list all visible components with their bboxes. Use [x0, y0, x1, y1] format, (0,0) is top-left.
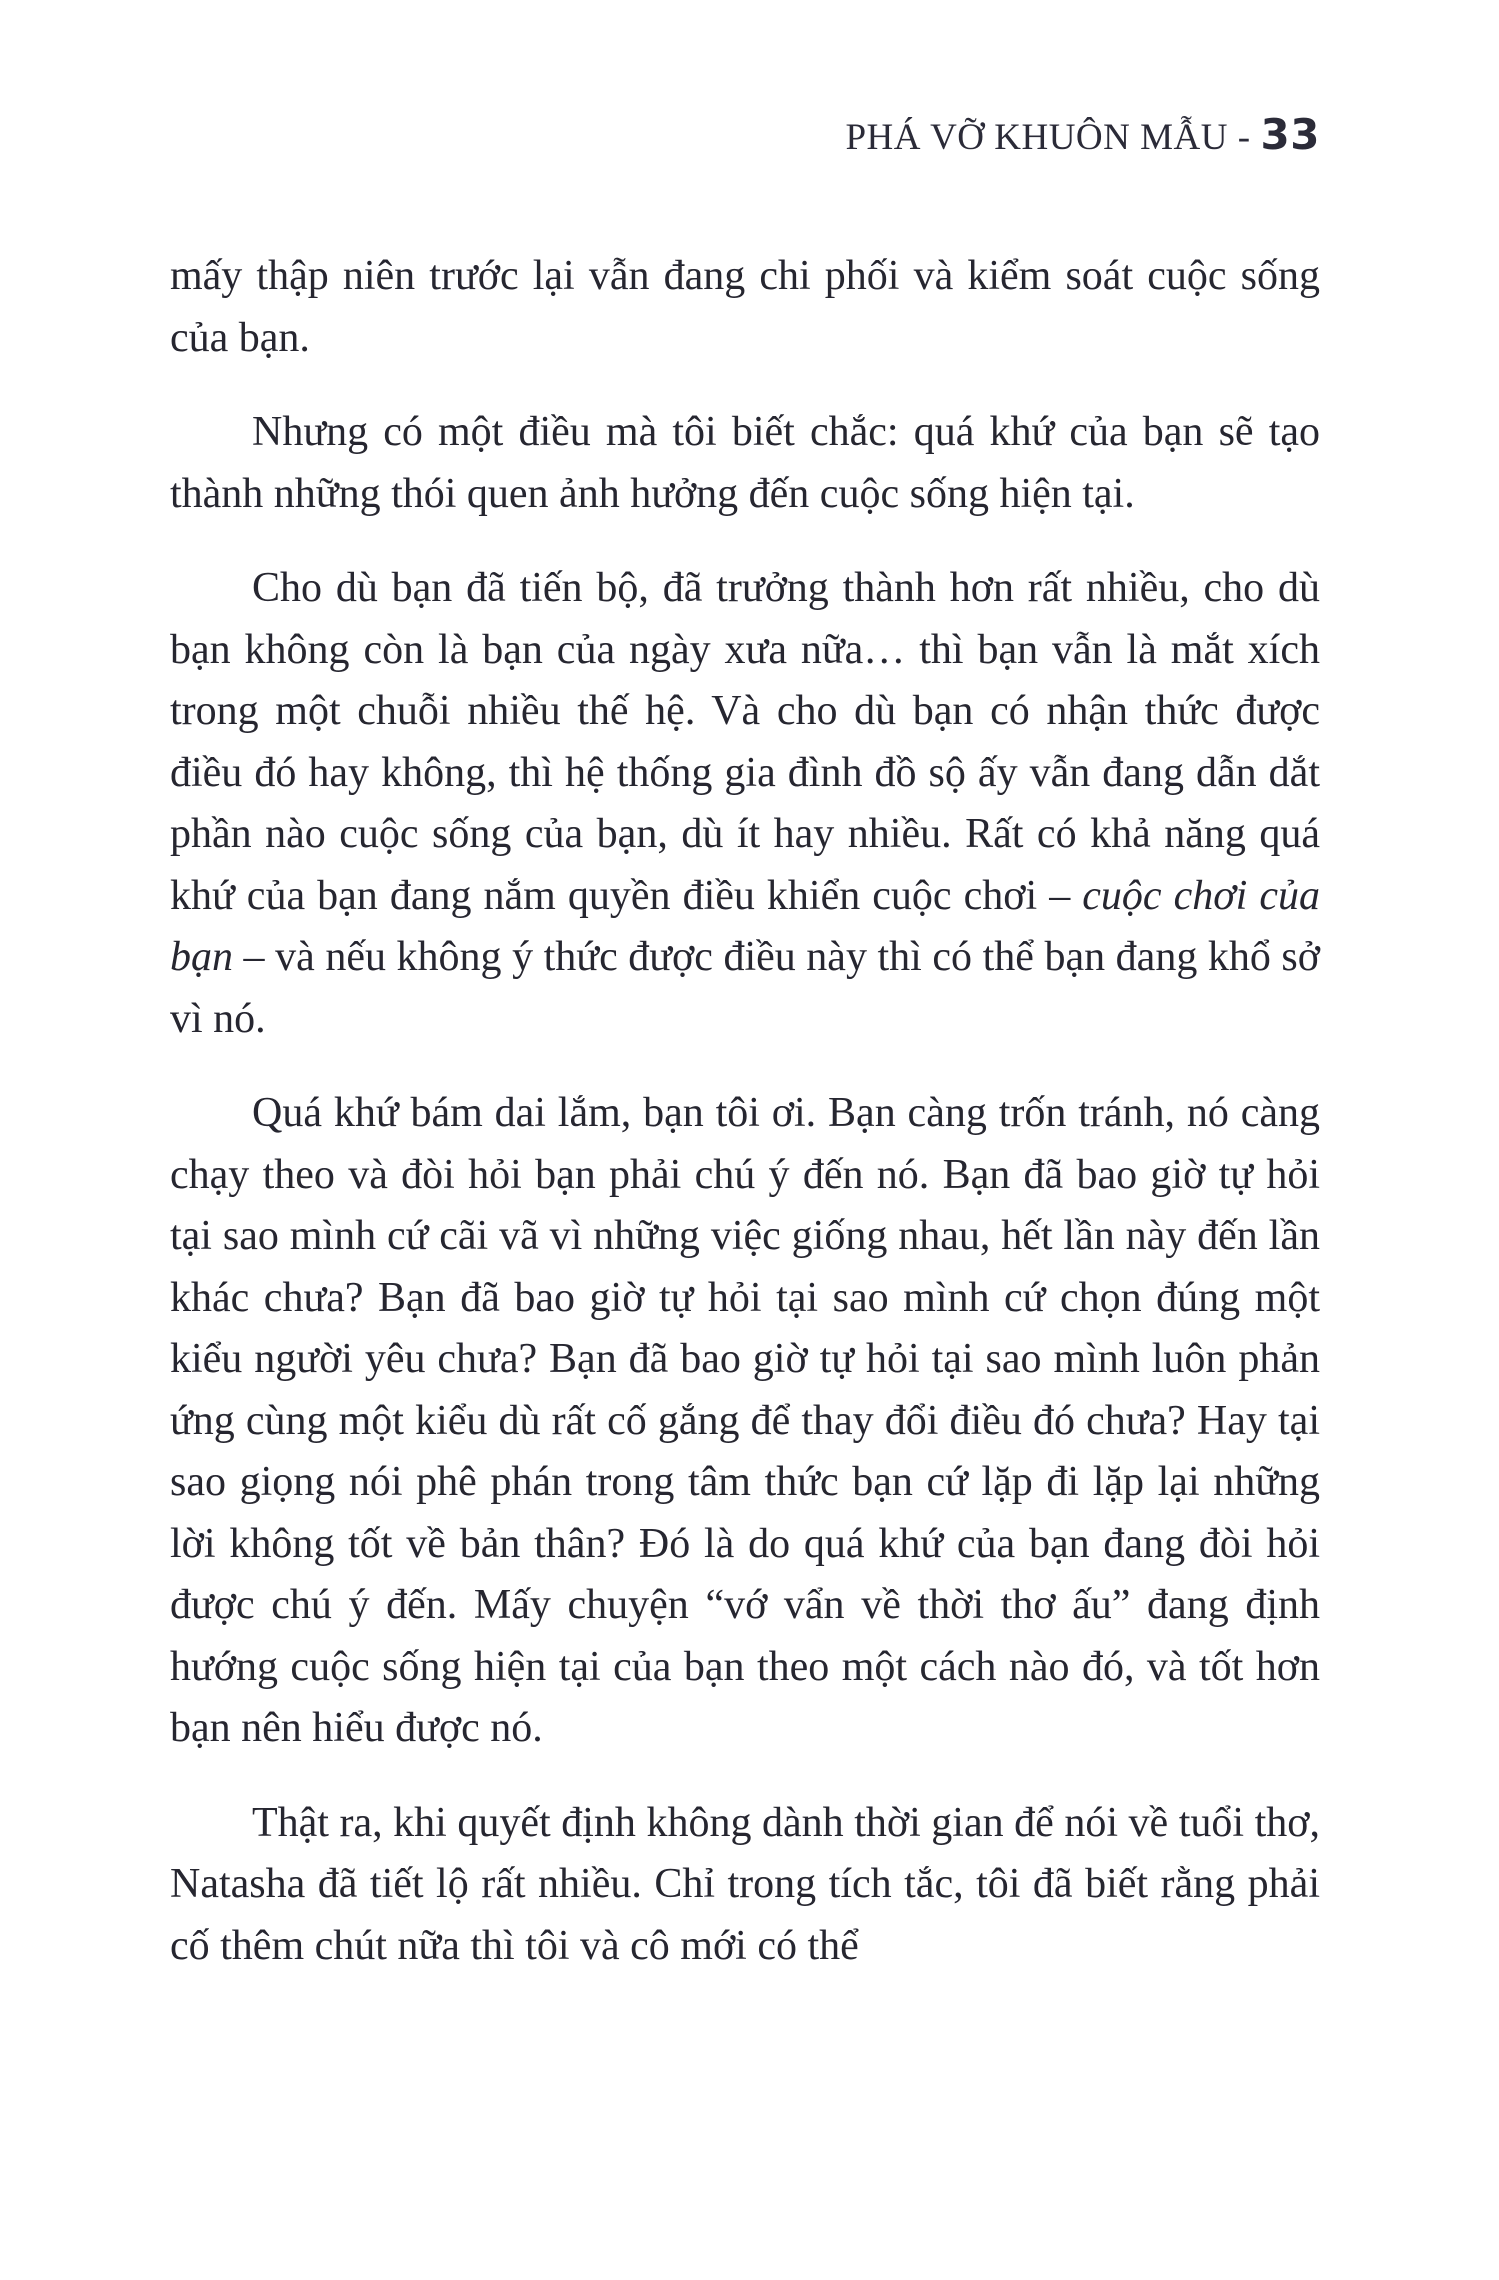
- page-content: [170, 246, 1320, 1977]
- paragraph-2-text: Nhưng có một điều mà tôi biết chắc: quá khứ của bạn sẽ tạo thành những thói quen ảnh hưởng đến cuộc sống hiện tại.: [170, 409, 1320, 517]
- paragraph-4: [170, 1083, 1320, 1760]
- paragraph-2: [170, 402, 1320, 525]
- paragraph-5: [170, 1793, 1320, 1978]
- paragraph-3-italic-phrase: cuộc chơi của bạn: [170, 872, 1320, 980]
- paragraph-3-text-after: – và nếu không ý thức được điều này thì có thể bạn đang khổ sở vì nó.: [170, 934, 1320, 1042]
- paragraph-4-text: Quá khứ bám dai lắm, bạn tôi ơi. Bạn càng trốn tránh, nó càng chạy theo và đòi hỏi bạn phải chú ý đến nó. Bạn đã bao giờ tự hỏi tại sao mình cứ cãi vã vì những việc giống nhau, hết lần này đến lần khác chưa? Bạn đã bao giờ tự hỏi tại sao mình cứ chọn đúng một kiểu người yêu chưa? Bạn đã bao giờ tự hỏi tại sao mình luôn phản ứng cùng một kiểu dù rất cố gắng để thay đổi điều đó chưa? Hay tại sao giọng nói phê phán trong tâm thức bạn cứ lặp đi lặp lại những lời không tốt về bản thân? Đó là do quá khứ của bạn đang đòi hỏi được chú ý đến. Mấy chuyện “vớ vẩn về thời thơ ấu” đang định hướng cuộc sống hiện tại của bạn theo một cách nào đó, và tốt hơn bạn nên hiểu được nó.: [170, 1090, 1320, 1751]
- paragraph-3: [170, 558, 1320, 1050]
- page-number: 33: [1260, 110, 1320, 159]
- paragraph-5-text: Thật ra, khi quyết định không dành thời gian để nói về tuổi thơ, Natasha đã tiết lộ rất nhiều. Chỉ trong tích tắc, tôi đã biết rằng phải cố thêm chút nữa thì tôi và cô mới có thể: [170, 1799, 1320, 1969]
- paragraph-1-text: mấy thập niên trước lại vẫn đang chi phối và kiểm soát cuộc sống của bạn.: [170, 253, 1320, 361]
- chapter-title: PHÁ VỠ KHUÔN MẪU -: [845, 117, 1251, 158]
- running-header: [170, 110, 1320, 159]
- paragraph-1: [170, 246, 1320, 369]
- paragraph-3-text-before: Cho dù bạn đã tiến bộ, đã trưởng thành hơn rất nhiều, cho dù bạn không còn là bạn của ngày xưa nữa… thì bạn vẫn là mắt xích trong một chuỗi nhiều thế hệ. Và cho dù bạn có nhận thức được điều đó hay không, thì hệ thống gia đình đồ sộ ấy vẫn đang dẫn dắt phần nào cuộc sống của bạn, dù ít hay nhiều. Rất có khả năng quá khứ của bạn đang nắm quyền điều khiển cuộc chơi –: [170, 565, 1320, 919]
